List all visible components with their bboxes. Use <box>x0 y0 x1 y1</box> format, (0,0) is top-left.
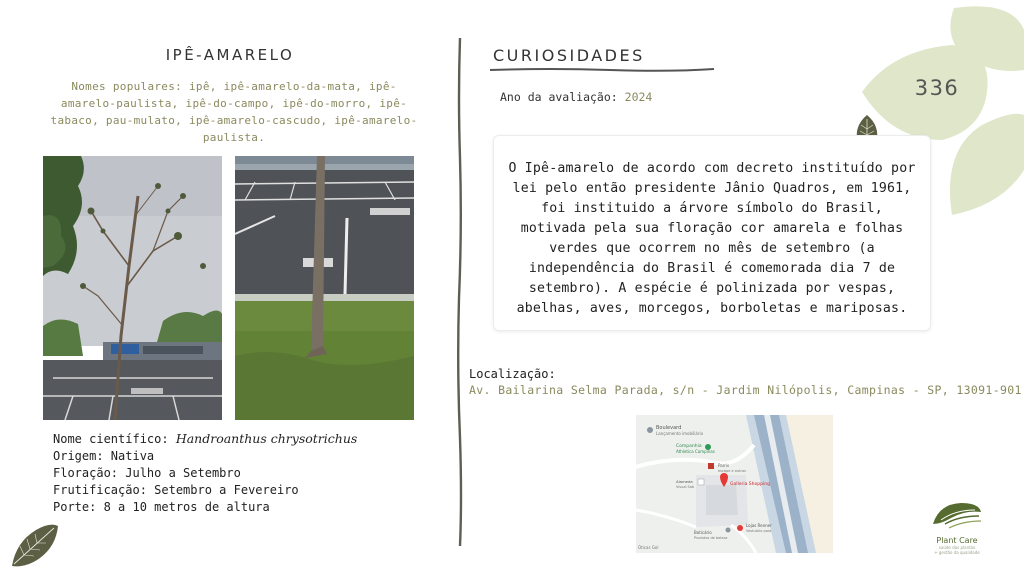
tree-photo-full <box>43 156 222 420</box>
map-label-parris: Parris <box>718 463 730 468</box>
spec-scientific-name <box>53 430 433 448</box>
map-label-companhia-sub: Athletica Campinas <box>676 449 715 454</box>
title-underline <box>490 67 714 73</box>
spec-flowering: Floração: Julho a Setembro <box>53 466 241 480</box>
location-label: Localização: <box>469 367 556 381</box>
curiosities-title: CURIOSIDADES <box>493 46 645 65</box>
map-label-companhia: Companhia <box>676 444 702 449</box>
location-address: Av. Bailarina Selma Parada, s/n - Jardim Nilópolis, Campinas - SP, 13091-901 <box>469 383 1022 397</box>
spec-origin: Origem: Nativa <box>53 449 155 463</box>
map-label-renner: Lojas Renner <box>746 523 772 528</box>
logo-brand: Plant Care <box>936 536 978 545</box>
tree-number: 336 <box>914 76 960 100</box>
spec-scientific-label: Nome científico: <box>53 432 169 446</box>
tree-photo-trunk <box>235 156 414 420</box>
logo-tagline-2: + gestão da qualidade <box>934 550 980 555</box>
map-label-galleria: Galleria Shopping <box>730 482 770 487</box>
map-label-boticario: Boticário <box>694 530 712 535</box>
map-label-boticario-sub: Produtos de beleza <box>694 536 728 540</box>
map-label-alameda: Alameda <box>676 479 693 484</box>
logo-tagline-1: saúde das plantas <box>938 545 976 550</box>
spec-size: Porte: 8 a 10 metros de altura <box>53 500 270 514</box>
curiosity-text: O Ipê-amarelo de acordo com decreto instituído por lei pelo então presidente Jânio Quadros, em 1961, foi instituido a árvore símbolo do Brasil, motivada pela sua floração cor amarela e folhas verdes que ocorrem no mês de setembro (a independência do Brasil é comemorada dia 7 de setembro). A espécie é polinizada por vespas, abelhas, aves, morcegos, borboletas e mariposas. <box>508 161 916 316</box>
map-label-renner-sub: Vestuário para <box>746 529 772 533</box>
plant-care-logo <box>922 500 992 562</box>
map-label-alameda-sub: Visual Sab <box>676 485 695 489</box>
evaluation-year <box>500 90 652 104</box>
popular-names: Nomes populares: ipê, ipê-amarelo-da-mata, ipê-amarelo-paulista, ipê-do-campo, ipê-do-morro, ipê-tabaco, pau-mulato, ipê-amarelo-cascudo, ipê-amarelo-paulista. <box>50 80 418 144</box>
map-label-parris-sub: escape e outras <box>718 469 746 473</box>
species-specs <box>53 430 433 516</box>
leaf-decoration-bottom <box>10 522 60 568</box>
spec-fruiting: Frutificação: Setembro a Fevereiro <box>53 483 299 497</box>
year-value: 2024 <box>624 90 653 104</box>
column-divider <box>456 38 464 546</box>
map-label-boulevard: Boulevard <box>656 425 682 431</box>
year-label: Ano da avaliação: <box>500 90 618 104</box>
spec-scientific-value: Handroanthus chrysotrichus <box>175 431 358 446</box>
logo-leaf-icon <box>931 500 983 530</box>
map-label-boulevard-sub: Lançamento imobiliário <box>656 431 704 436</box>
map-label-oticas: Óticas Gol <box>638 545 659 550</box>
species-title: IPÊ-AMARELO <box>165 46 295 64</box>
location-map[interactable] <box>636 415 833 553</box>
